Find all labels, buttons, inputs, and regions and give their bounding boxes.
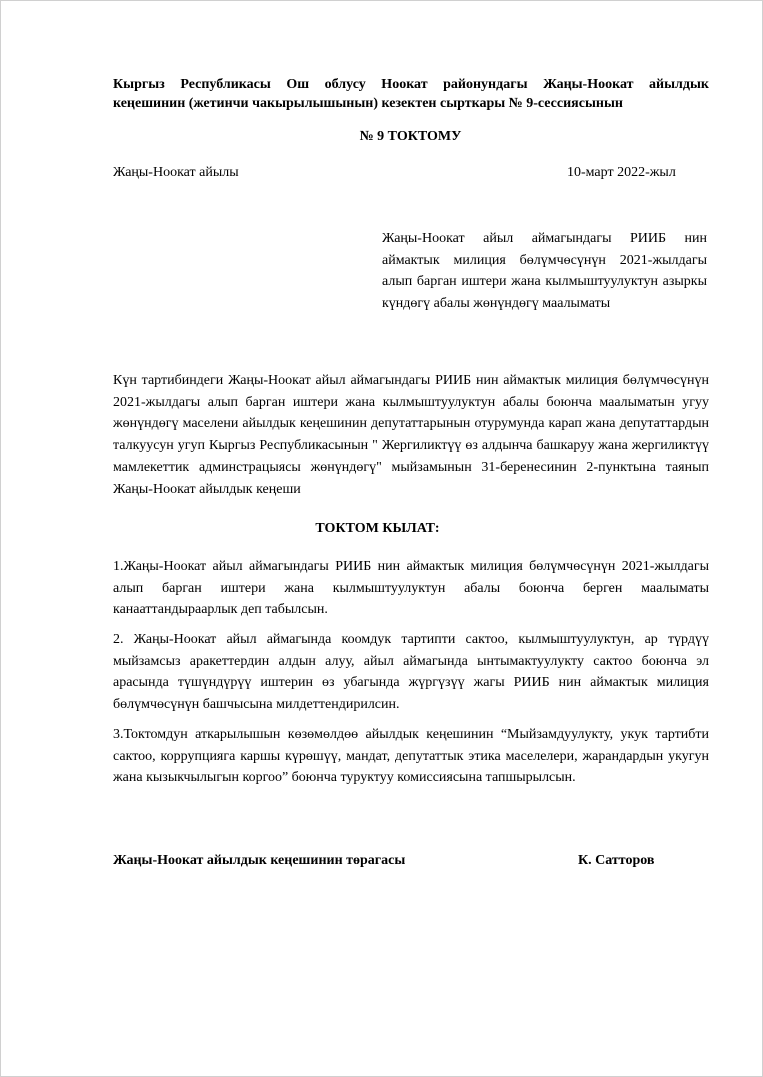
document-place: Жаңы-Ноокат айылы [113,165,239,180]
document-date: 10-март 2022-жыл [567,165,676,180]
decision-item-2: 2. Жаңы-Ноокат айыл аймагында коомдук тартипти сактоо, кылмыштуулуктун, ар түрдүү мыйзамсыз аракеттердин алдын алуу, айыл аймагында ынтымактуулукту сактоо боюнча эл арасында түшүндүрүү иштерин өз убагында жүргүзүү жагы РИИБ нин аймактык милиция бөлүмчөсүнүн башчысына милдеттендирилсин. [113,632,709,713]
document-preamble: Күн тартибиндеги Жаңы-Ноокат айыл аймагындагы РИИБ нин аймактык милиция бөлүмчөсүнүн 2021-жылдагы алып барган иштери жана кылмыштуулуктун абалы боюнча маалыматын угуу жөнүндөгү маселени айылдык кеңешинин депутаттарынын отурумунда карап жана депутаттардын талкуусун угуп Кыргыз Республикасынын " Жергиликтүү өз алдынча башкаруу жана жергиликтүү мамлекеттик админстрацыясы жөнүндөгү" мыйзамынын 31-беренесинин 2-пунктына таянып Жаңы-Ноокат айылдык кеңеши [113,373,709,497]
document-title: № 9 ТОКТОМУ [359,129,462,144]
decision-heading: ТОКТОМ КЫЛАТ: [315,521,440,536]
document-subject: Жаңы-Ноокат айыл аймагындагы РИИБ нин аймактык милиция бөлүмчөсүнүн 2021-жылдагы алып барган иштери жана кылмыштуулуктун азыркы күндөгү абалы жөнүндөгү маалыматы [382,231,707,311]
header-line-1: Кыргыз Республикасы Ош облусу Ноокат районундагы Жаңы-Ноокат айылдык [113,77,709,92]
document-header [113,75,709,113]
header-line-2: кеңешинин (жетинчи чакырылышынын) кезектен сырткары № 9-сессиясынын [113,96,623,111]
decision-item-1: 1.Жаңы-Ноокат айыл аймагындагы РИИБ нин аймактык милиция бөлүмчөсүнүн 2021-жылдагы алып барган иштери жана кылмыштуулуктун абалы боюнча берген маалыматы канааттандыраарлык деп табылсын. [113,559,709,618]
signature-name: К. Сатторов [578,853,655,868]
signature-role: Жаңы-Ноокат айылдык кеңешинин төрагасы [113,853,406,868]
decision-item-3: 3.Токтомдун аткарылышын көзөмөлдөө айылдык кеңешинин “Мыйзамдуулукту, укук тартибти сактоо, коррупцияга каршы күрөшүү, мандат, депутаттык этика маселелери, жарандардын укугун жана кызыкчылыгын коргоо” боюнча туруктуу комиссиясына тапшырылсын. [113,727,709,786]
